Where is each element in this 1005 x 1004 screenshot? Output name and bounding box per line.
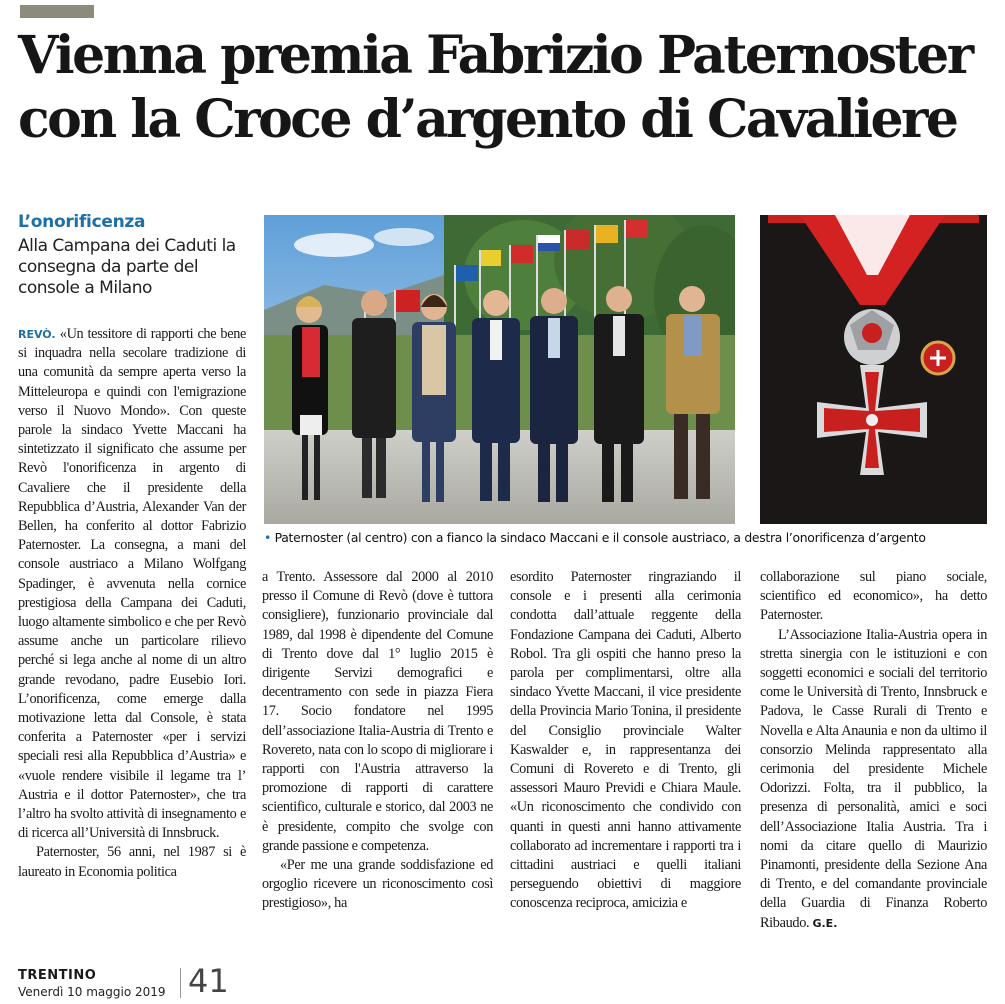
group-photo [264, 215, 735, 524]
group-photo-image [264, 215, 735, 524]
headline-line-2: con la Croce d’argento di Cavaliere [18, 89, 957, 150]
section-tab [20, 5, 94, 18]
article-column-1 [18, 325, 246, 882]
medal-photo [760, 215, 987, 524]
caption-text: Paternoster (al centro) con a fianco la sindaco Maccani e il console austriaco, a destra l’onorificenza d’argento [271, 530, 926, 545]
paragraph: esordito Paternoster ringraziando il console e i presenti alla cerimonia condotta dall’attuale reggente della Fondazione Campana dei Caduti, Alberto Robol. Tra gli ospiti che hanno preso la parola per complimentarsi, oltre alla sindaco Yvette Maccani, il vice presidente della Provincia Mario Tonina, il presidente del Consiglio provinciale Walter Kaswalder e, in rappresentanza dei Comuni di Rovereto e di Trento, gli assessori Mauro Previdi e Chiara Maule. «Un riconoscimento che condivido con quanti in questi anni hanno attivamente collaborato ad incrementare i rapporti tra i cittadini austriaci e quelli italiani perseguendo obiettivi di maggiore conoscenza reciproca, amicizia e [510, 569, 741, 912]
paragraph: Paternoster, 56 anni, nel 1987 si è laureato in Economia politica [18, 844, 246, 880]
subheadline: Alla Campana dei Caduti la consegna da parte del console a Milano [18, 236, 236, 298]
headline [18, 24, 993, 152]
article-column-3 [510, 568, 741, 914]
paragraph-text: «Un tessitore di rapporti che bene si inquadra nella secolare tradizione di una comunità da sempre aperta verso la Mitteleuropa e quindi con l'emigrazione verso il Nuovo Mondo». Con queste parole la sindaco Yvette Maccani ha sintetizzato il significato che assume per Revò l'onorificenza in argento di Cavaliere che il presidente della Repubblica d’Austria, Alexander Van der Bellen, ha conferito al dottor Fabrizio Paternoster. La consegna, a mani del console austriaco a Milano Wolfgang Spadinger, è avvenuta nella cornice prestigiosa della Campana dei Caduti, luogo altamente simbolico e che per Revò assume anche un particolare rilievo perché si lega anche al nome di un altro grande revodano, padre Eusebio Iori. L’onorificenza, come emerge dalla motivazione letta dal Console, è stata conferita a Paternoster «per i servizi speciali resi alla Repubblica d’Austria» e «vuole rendere visibile il legame tra l’ Austria e il dottor Paternoster», che tra l’altro ha svolto attività di insegnamento e di ricerca all’Università di Innsbruck. [18, 326, 246, 842]
kicker: L’onorificenza [18, 212, 146, 232]
paragraph [760, 626, 987, 933]
paragraph: «Per me una grande soddisfazione ed orgoglio ricevere un riconoscimento così prestigioso», ha [262, 857, 493, 912]
paragraph [18, 325, 246, 843]
article-column-2 [262, 568, 493, 914]
page-number: 41 [188, 962, 229, 1000]
headline-line-1: Vienna premia Fabrizio Paternoster [18, 25, 972, 86]
publication-date: Venerdì 10 maggio 2019 [18, 985, 166, 999]
footer-divider [180, 968, 181, 998]
paragraph: collaborazione sul piano sociale, scientifico ed economico», ha detto Paternoster. [760, 569, 987, 624]
newspaper-name: TRENTINO [18, 968, 97, 983]
dateline-place: REVÒ. [18, 328, 56, 341]
silver-cross-medal-image [760, 215, 987, 524]
article-column-4 [760, 568, 987, 933]
author-signature: G.E. [812, 916, 838, 930]
paragraph-text: L’Associazione Italia-Austria opera in stretta sinergia con le istituzioni e con soggetti economici e sociali del territorio come le Università di Trento, Innsbruck e Padova, le Casse Rurali di Trento e Novella e Alta Anaunia e non da ultimo il consorzio Melinda rappresentato alla cerimonia del presidente Michele Odorizzi. Folta, tra il pubblico, la presenza di personalità, amici e soci dell’Associazione Italia Austria. Tra i nomi da citare quello di Maurizio Pinamonti, presidente della Sezione Ana di Trento, e del comandante provinciale della Guardia di Finanza Roberto Ribaudo. [760, 626, 987, 931]
paragraph: a Trento. Assessore dal 2000 al 2010 presso il Comune di Revò (dove è tuttora consigliere), funzionario provinciale dal 1989, dal 1998 è dipendente del Comune di Trento dove dal 1° luglio 2015 è dirigente Servizi demografici e decentramento con sede in piazza Fiera 17. Socio fondatore nel 1995 dell’associazione Italia-Austria di Trento e Rovereto, nata con lo scopo di migliorare i rapporti con l'Austria attraverso la promozione di rapporti di carattere scientifico, culturale e storico, dal 2003 ne è presidente, compito che svolge con grande passione e competenza. [262, 569, 493, 854]
caption-bullet: • [264, 530, 272, 545]
photo-caption [264, 530, 989, 545]
